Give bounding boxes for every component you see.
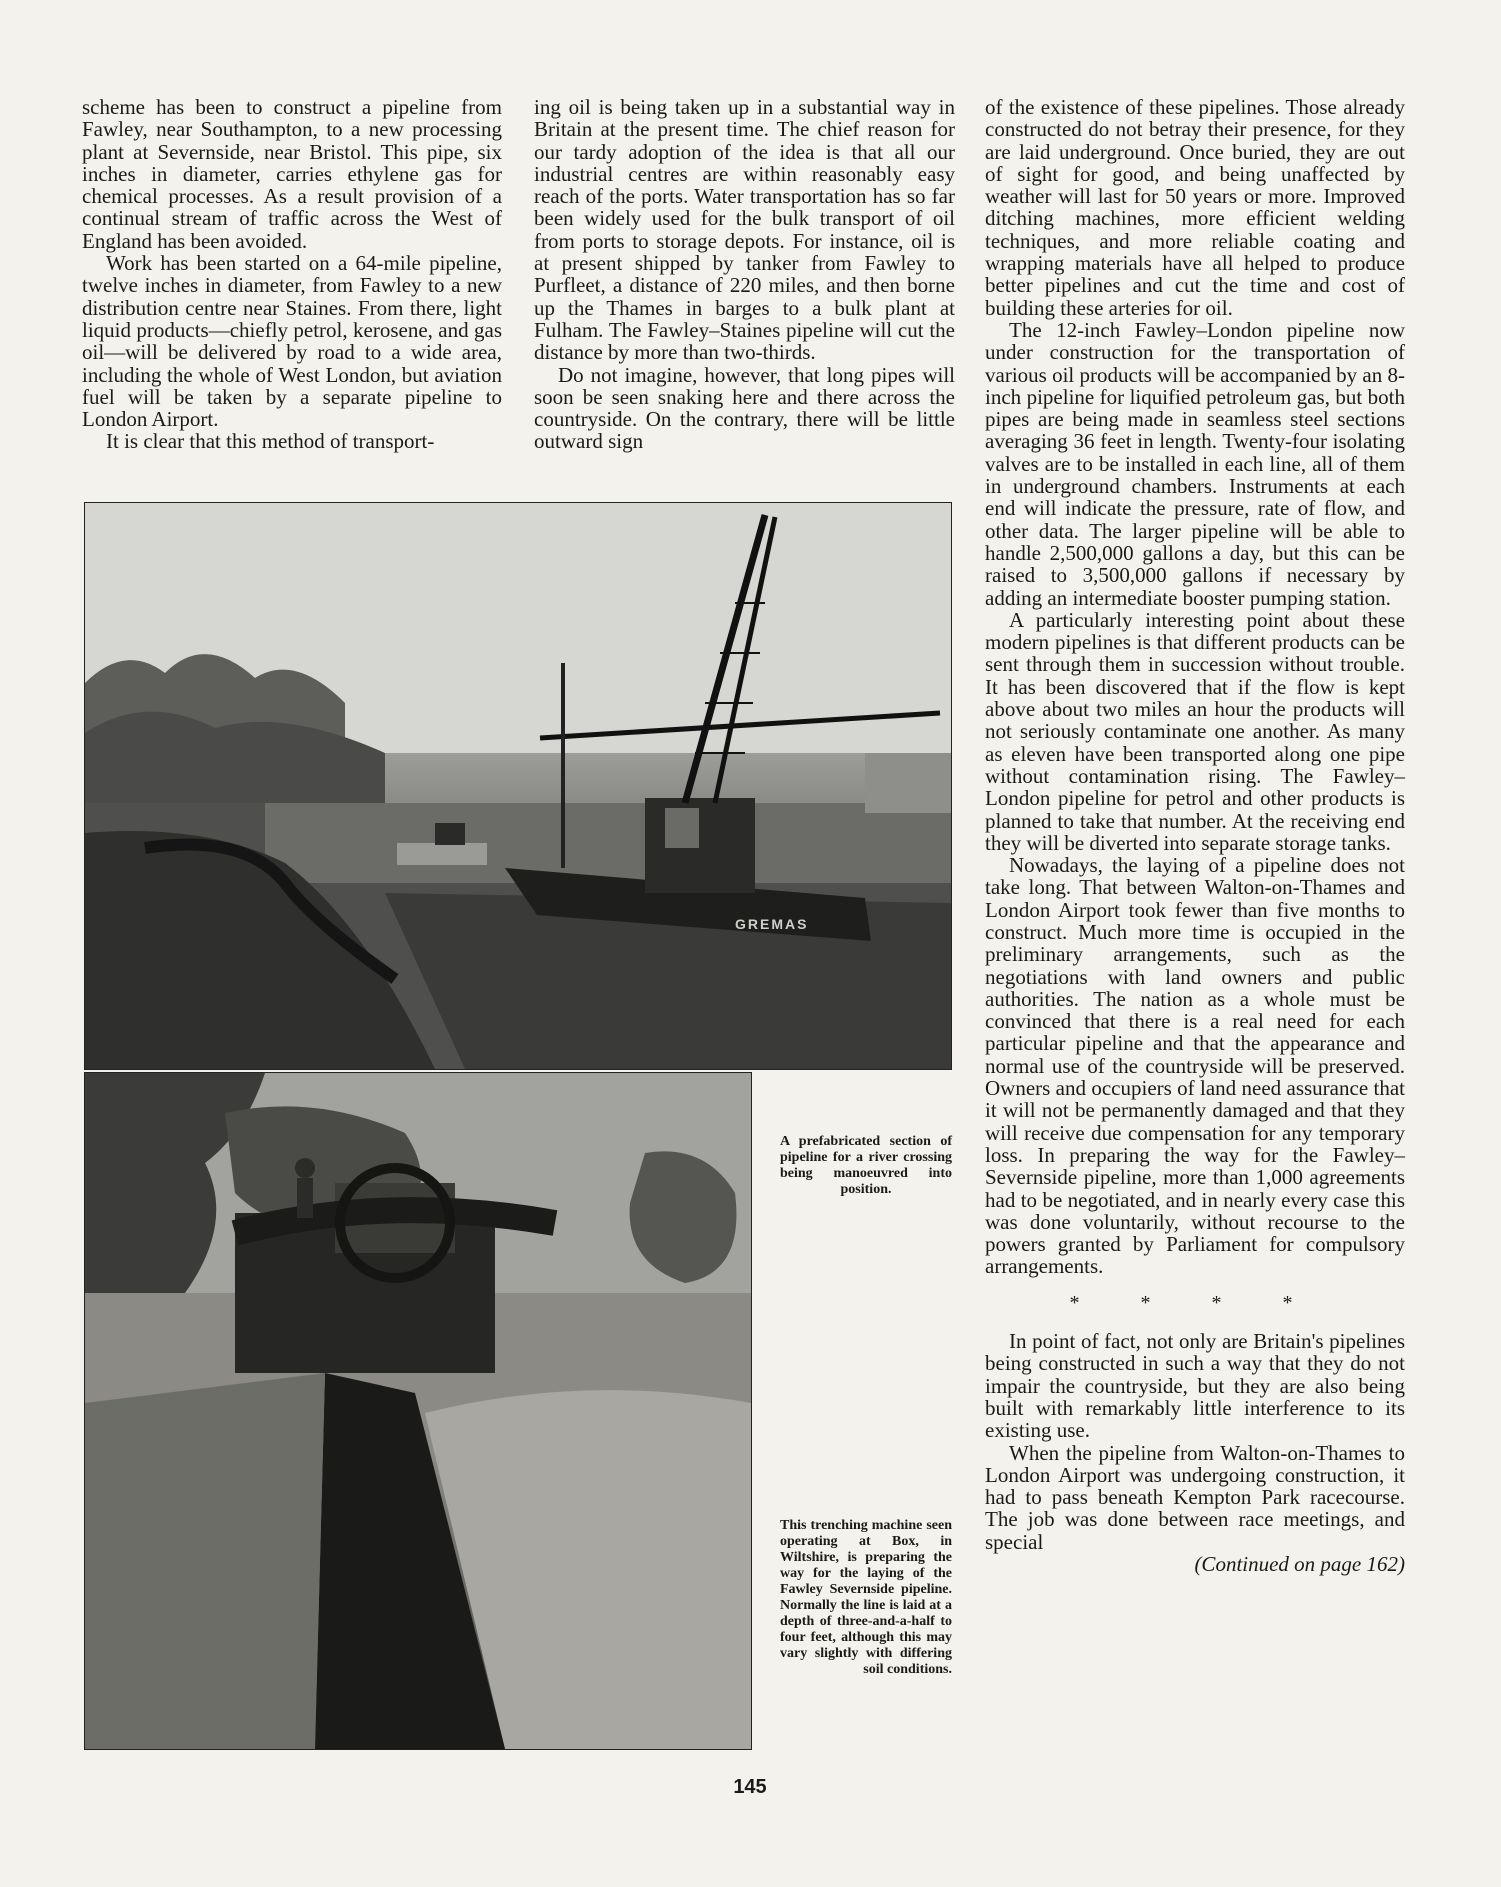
paragraph: Nowadays, the laying of a pipeline does not take long. That between Walton-on-Thames and London Airport took fewer than five months to construct. Much more time is occupied in the preliminary arrangements, such as the negotiations with land owners and public authorities. The nation as a whole must be convinced that there is a real need for each particular pipeline and that the appearance and normal use of the countryside will be preserved. Owners and occupiers of land need assurance that it will not be permanently damaged and that they will receive due compensation for any temporary loss. In preparing the way for the Fawley–Severnside pipeline, more than 1,000 agreements had to be negotiated, and in nearly every case this was done voluntarily, without recourse to the powers granted by Parliament for compulsory arrangements. (985, 853, 1405, 1279)
photo-caption-river-crossing: A prefabricated section of pipeline for a river crossing being manoeuvred into position. (780, 1134, 952, 1197)
section-separator: * * * * (1069, 1291, 1321, 1314)
paragraph: The 12-inch Fawley–London pipeline now under construction for the transportation of various oil products will be accompanied by an 8-inch pipeline for liquified petroleum gas, but both pipes are being made in seamless steel sections averaging 36 feet in length. Twenty-four isolating valves are to be installed in each line, all of them in underground chambers. Instruments at each end will indicate the pressure, rate of flow, and other data. The larger pipeline will be able to handle 2,500,000 gallons a day, but this can be raised to 3,500,000 gallons if necessary by adding an intermediate booster pumping station. (985, 317, 1405, 610)
continued-note: (Continued on page 162) (1194, 1552, 1405, 1576)
paragraph: When the pipeline from Walton-on-Thames to London Airport was undergoing construction, it had to pass beneath Kempton Park racecourse. The job was done between race meetings, and special (985, 1440, 1405, 1554)
paragraph: ing oil is being taken up in a substantial way in Britain at the present time. The chief reason for our tardy adoption of the idea is that all our industrial centres are within reasonably easy reach of the ports. Water transportation has so far been widely used for the bulk transport of oil from ports to storage depots. For instance, oil is at present shipped by tanker from Fawley to Purfleet, a distance of 220 miles, and then borne up the Thames in barges to a bulk plant at Fulham. The Fawley–Staines pipeline will cut the distance by more than two-thirds. (534, 95, 955, 365)
paragraph: scheme has been to construct a pipeline from Fawley, near Southampton, to a new processing plant at Severnside, near Bristol. This pipe, six inches in diameter, carries ethylene gas for chemical processes. As a result provision of a continual stream of traffic across the West of England has been avoided. (82, 95, 502, 253)
paragraph: Work has been started on a 64-mile pipeline, twelve inches in diameter, from Fawley to a new distribution centre near Staines. From there, light liquid products—chiefly petrol, kerosene, and gas oil—will be delivered by road to a wide area, including the whole of West London, but aviation fuel will be taken by a separate pipeline to London Airport. (82, 251, 502, 432)
barge-name-text: GREMAS (735, 916, 809, 932)
paragraph: A particularly interesting point about these modern pipelines is that different products can be sent through them in succession without trouble. It has been discovered that if the flow is kept above about two miles an hour the products will not seriously contaminate one another. As many as eleven have been transported along one pipe without contamination rising. The Fawley–London pipeline for petrol and other products is planned to take that number. At the receiving end they will be diverted into separate storage tanks. (985, 607, 1405, 855)
photo-river-crossing (84, 502, 952, 1070)
photo-caption-trenching-machine: This trenching machine seen operating at Box, in Wiltshire, is preparing the way for the laying of the Fawley Severnside pipeline. Normally the line is laid at a depth of three-and-a-half to four feet, although this may vary slightly with differing soil conditions. (780, 1518, 952, 1677)
text-column-2 (534, 96, 955, 453)
trenching-scene-illustration (85, 1073, 751, 1749)
river-scene-illustration (85, 503, 951, 1069)
text-column-1 (82, 96, 502, 453)
text-column-3 (985, 96, 1405, 1575)
paragraph: In point of fact, not only are Britain's pipelines being constructed in such a way that they do not impair the countryside, but they are also being built with remarkably little interference to its existing use. (985, 1329, 1405, 1443)
page-number: 145 (733, 1776, 767, 1798)
photo-trenching-machine (84, 1072, 752, 1750)
paragraph: It is clear that this method of transport- (106, 429, 435, 454)
paragraph: of the existence of these pipelines. Those already constructed do not betray their presence, for they are laid underground. Once buried, they are out of sight for good, and being unaffected by weather will last for 50 years or more. Improved ditching machines, more efficient welding techniques, and more reliable coating and wrapping materials have all helped to produce better pipelines and cut the time and cost of building these arteries for oil. (985, 95, 1405, 320)
paragraph: Do not imagine, however, that long pipes will soon be seen snaking here and there across the countryside. On the contrary, there will be little outward sign (534, 362, 955, 454)
